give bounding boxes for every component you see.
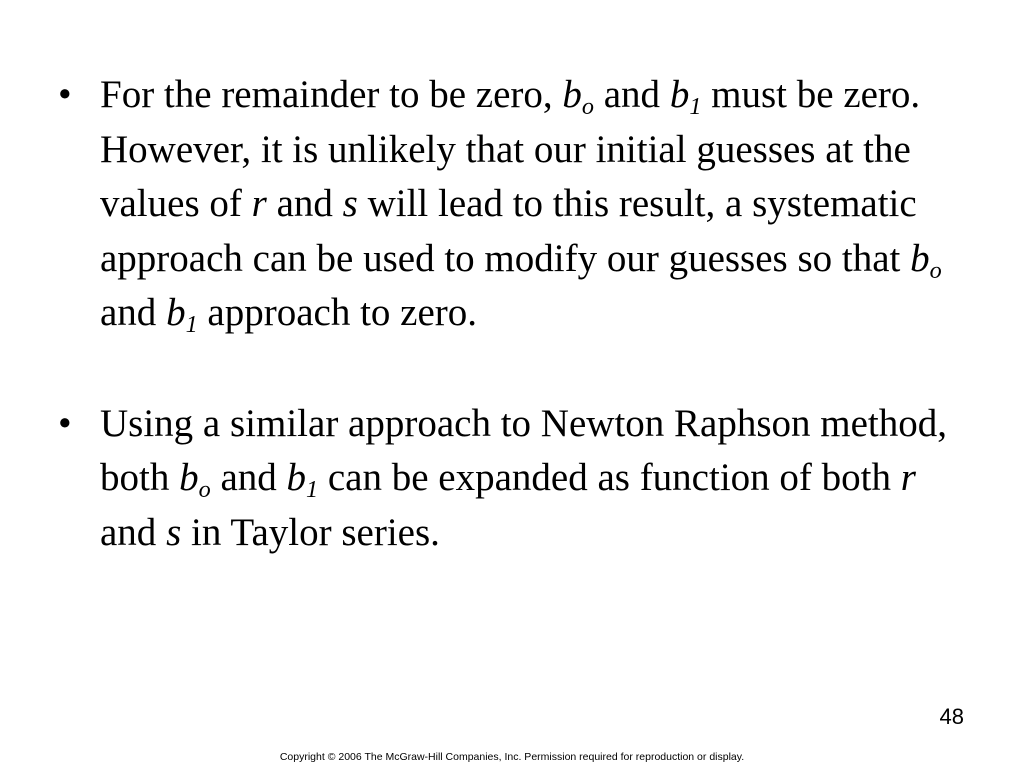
bullet-icon: •: [58, 401, 72, 445]
bullet-list: [58, 68, 978, 560]
variable-b: b: [286, 456, 306, 499]
text-span: and: [100, 510, 167, 554]
text-span: and: [100, 291, 167, 334]
subscript: o: [929, 256, 942, 284]
variable-b: b: [669, 73, 690, 116]
subscript: 1: [689, 93, 702, 121]
text-span: and: [594, 73, 670, 116]
variable-b: b: [166, 291, 186, 334]
text-span: must be zero. However, it is unlikely that our initial guesses at the values of: [100, 73, 921, 225]
variable-b: b: [179, 456, 199, 499]
subscript: o: [198, 476, 211, 504]
variable-s: s: [166, 510, 182, 554]
subscript: o: [581, 93, 594, 121]
variable-r: r: [900, 456, 916, 499]
text-span: will lead to this result, a systematic approach can be used to modify our guesses so that: [100, 182, 917, 280]
variable-s: s: [342, 182, 358, 225]
copyright-notice: Copyright © 2006 The McGraw-Hill Companies, Inc. Permission required for reproduction or display.: [279, 751, 745, 763]
subscript: 1: [306, 476, 319, 504]
bullet-item-newton-raphson: [58, 397, 978, 561]
subscript: 1: [185, 311, 198, 339]
bullet-icon: •: [58, 73, 72, 116]
text-span: Using a similar approach to Newton Raphson method, both: [100, 401, 948, 499]
text-span: in Taylor series.: [181, 510, 440, 554]
variable-b: b: [910, 236, 930, 280]
text-span: and: [266, 182, 343, 225]
variable-r: r: [251, 182, 267, 225]
page-number: 48: [939, 704, 964, 729]
text-span: can be expanded as function of both: [318, 456, 901, 499]
variable-b: b: [562, 73, 582, 116]
bullet-item-remainder: [58, 68, 978, 341]
text-span: approach to zero.: [197, 291, 478, 334]
text-span: For the remainder to be zero,: [100, 73, 563, 116]
text-span: and: [210, 456, 287, 499]
